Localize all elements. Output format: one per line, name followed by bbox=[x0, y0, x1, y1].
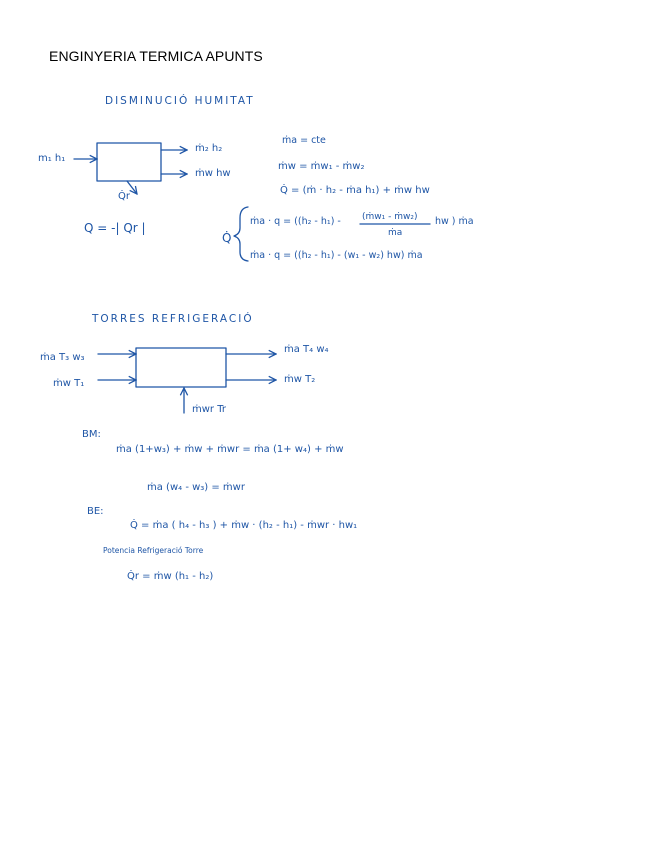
energy-balance-label: BE: bbox=[87, 506, 104, 517]
air-inlet-label: ṁa T₃ w₃ bbox=[40, 352, 85, 363]
system-eq1-rhs: hw ) ṁa bbox=[435, 216, 474, 227]
makeup-water-label: ṁwr Tr bbox=[192, 404, 226, 415]
section2-heading: TORRES REFRIGERACIÓ bbox=[92, 313, 254, 325]
air-outlet-label: ṁa T₄ w₄ bbox=[284, 344, 329, 355]
inlet-label: m₁ h₁ bbox=[38, 153, 66, 164]
mass-balance-eq2: ṁa (w₄ - w₃) = ṁwr bbox=[147, 482, 245, 493]
mass-balance-eq1: ṁa (1+w₃) + ṁw + ṁwr = ṁa (1+ w₄) + ṁw bbox=[116, 444, 344, 455]
power-label: Potencia Refrigeració Torre bbox=[103, 546, 204, 555]
ma-constant-equation: ṁa = cte bbox=[282, 135, 326, 146]
water-inlet-label: ṁw T₁ bbox=[53, 378, 85, 389]
system-eq1-lhs: ṁa · q = ((h₂ - h₁) - bbox=[250, 216, 341, 227]
energy-balance-eq: Q̇ = ṁa ( h₄ - h₃ ) + ṁw · (h₂ - h₁) - ṁwr · hw₁ bbox=[130, 520, 358, 531]
outlet-top-label: ṁ₂ h₂ bbox=[195, 143, 223, 154]
brace-q-label: Q̇ bbox=[222, 231, 232, 245]
process-box bbox=[97, 143, 161, 181]
section1-heading: DISMINUCIÓ HUMITAT bbox=[105, 95, 255, 107]
outlet-bottom-label: ṁw hw bbox=[195, 168, 231, 179]
brace-system bbox=[222, 207, 474, 261]
system-eq2: ṁa · q = ((h₂ - h₁) - (w₁ - w₂) hw) ṁa bbox=[250, 250, 423, 261]
water-outlet-label: ṁw T₂ bbox=[284, 374, 316, 385]
system-eq1-denominator: ṁa bbox=[388, 228, 403, 238]
power-equation: Q̇r = ṁw (h₁ - h₂) bbox=[127, 571, 214, 582]
curly-brace bbox=[234, 207, 248, 261]
q-abs-equation: Q = -| Qr | bbox=[84, 221, 146, 235]
mass-balance-label: BM: bbox=[82, 429, 101, 440]
heat-label: Q̇r bbox=[118, 191, 130, 202]
q-balance-equation: Q̇ = (ṁ · h₂ - ṁa h₁) + ṁw hw bbox=[280, 185, 430, 196]
page-title: ENGINYERIA TERMICA APUNTS bbox=[49, 48, 263, 64]
system-eq1-numerator: (ṁw₁ - ṁw₂) bbox=[362, 212, 418, 222]
cooling-tower-diagram bbox=[40, 344, 329, 415]
tower-box bbox=[136, 348, 226, 387]
mw-equation: ṁw = ṁw₁ - ṁw₂ bbox=[278, 161, 365, 172]
dehumidification-diagram bbox=[38, 143, 231, 202]
